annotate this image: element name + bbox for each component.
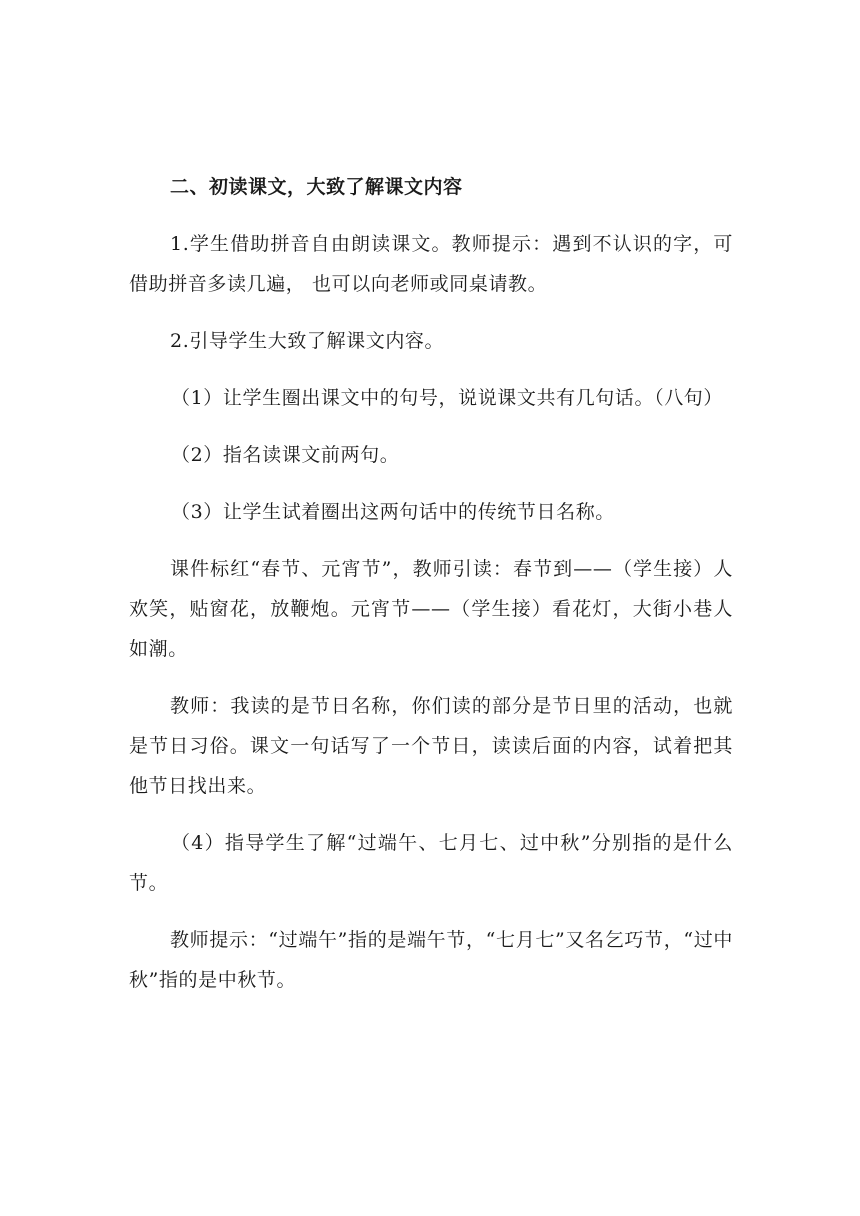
paragraph-courseware-reading: 课件标红“春节、元宵节”，教师引读：春节到——（学生接）人欢笑，贴窗花，放鞭炮。元宵节——（学生接）看花灯，大街小巷人如潮。 [129, 558, 733, 660]
paragraph-substep-3: （3）让学生试着圈出这两句话中的传统节日名称。 [171, 501, 615, 523]
paragraph-teacher-explanation: 教师：我读的是节日名称，你们读的部分是节日里的活动，也就是节日习俗。课文一句话写了一个节日，读读后面的内容，试着把其他节日找出来。 [129, 695, 733, 797]
paragraph-substep-2: （2）指名读课文前两句。 [171, 444, 400, 466]
paragraph-step-2: 2.引导学生大致了解课文内容。 [170, 330, 445, 352]
document-body [129, 168, 733, 1017]
paragraph-step-1: 1.学生借助拼音自由朗读课文。教师提示：遇到不认识的字，可借助拼音多读几遍， 也可以向老师或同桌请教。 [129, 233, 733, 295]
paragraph-teacher-hint: 教师提示：“过端午”指的是端午节，“七月七”又名乞巧节，“过中秋”指的是中秋节。 [129, 929, 733, 991]
section-heading: 二、初读课文，大致了解课文内容 [170, 176, 463, 198]
paragraph-substep-1: （1）让学生圈出课文中的句号，说说课文共有几句话。（八句） [171, 387, 723, 409]
paragraph-substep-4: （4）指导学生了解“过端午、七月七、过中秋”分别指的是什么节。 [129, 832, 733, 894]
